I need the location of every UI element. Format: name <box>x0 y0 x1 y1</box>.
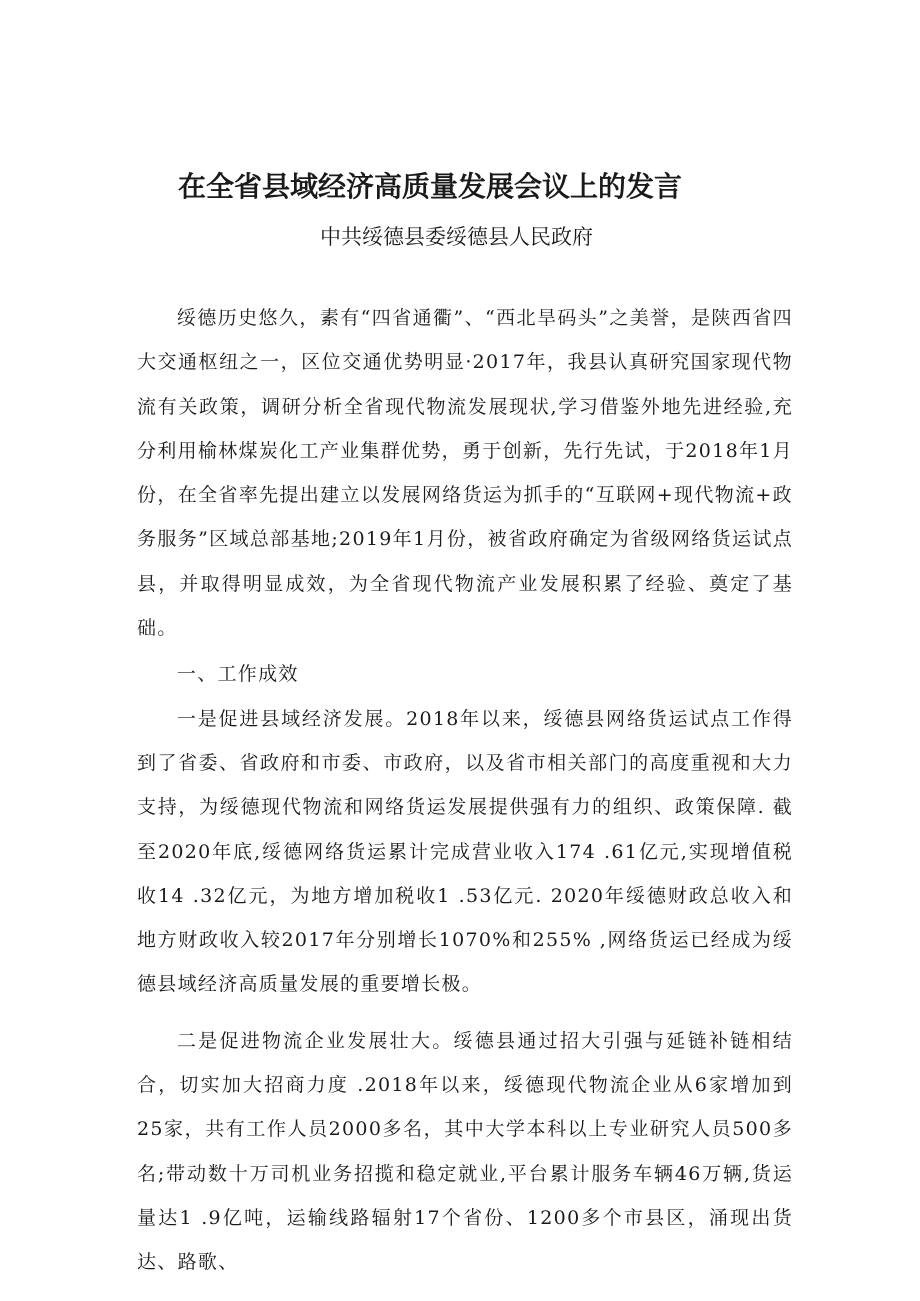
document-title: 在全省县域经济高质量发展会议上的发言 <box>178 170 683 203</box>
document-author: 中共绥德县委绥德县人民政府 <box>320 225 593 249</box>
paragraph-county-economy: 一是促进县域经济发展。2018年以来，绥德县网络货运试点工作得到了省委、省政府和市委、市政府，以及省市相关部门的高度重视和大力支持，为绥德现代物流和网络货运发展提供强有力的组织、政策保障. 截至2020年底,绥德网络货运累计完成营业收入174 .61亿元,实现增值税收14 .32亿元，为地方增加税收1 .53亿元. 2020年绥德财政总收入和地方财政收入较2017年分别增长1070%和255% ,网络货运已经成为绥德县域经济高质量发展的重要增长极。 <box>137 707 793 996</box>
document-body <box>137 296 793 1285</box>
section-heading-work-results: 一、工作成效 <box>176 663 299 686</box>
paragraph-logistics-enterprises: 二是促进物流企业发展壮大。绥德县通过招大引强与延链补链相结合，切实加大招商力度 .2018年以来，绥德现代物流企业从6家增加到25家，共有工作人员2000多名，其中大学本科以上专业研究人员500多名;带动数十万司机业务招揽和稳定就业,平台累计服务车辆46万辆,货运量达1 .9亿吨，运输线路辐射17个省份、1200多个市县区，涌现出货达、路歌、 <box>137 1029 793 1274</box>
paragraph-intro: 绥德历史悠久，素有“四省通衢”、“西北旱码头”之美誉，是陕西省四大交通枢纽之一，区位交通优势明显·2017年，我县认真研究国家现代物流有关政策，调研分析全省现代物流发展现状,学习借鉴外地先进经验,充分利用榆林煤炭化工产业集群优势，勇于创新，先行先试，于2018年1月份，在全省率先提出建立以发展网络货运为抓手的“互联网+现代物流+政务服务”区域总部基地;2019年1月份，被省政府确定为省级网络货运试点县，并取得明显成效，为全省现代物流产业发展积累了经验、奠定了基础。 <box>137 307 793 640</box>
